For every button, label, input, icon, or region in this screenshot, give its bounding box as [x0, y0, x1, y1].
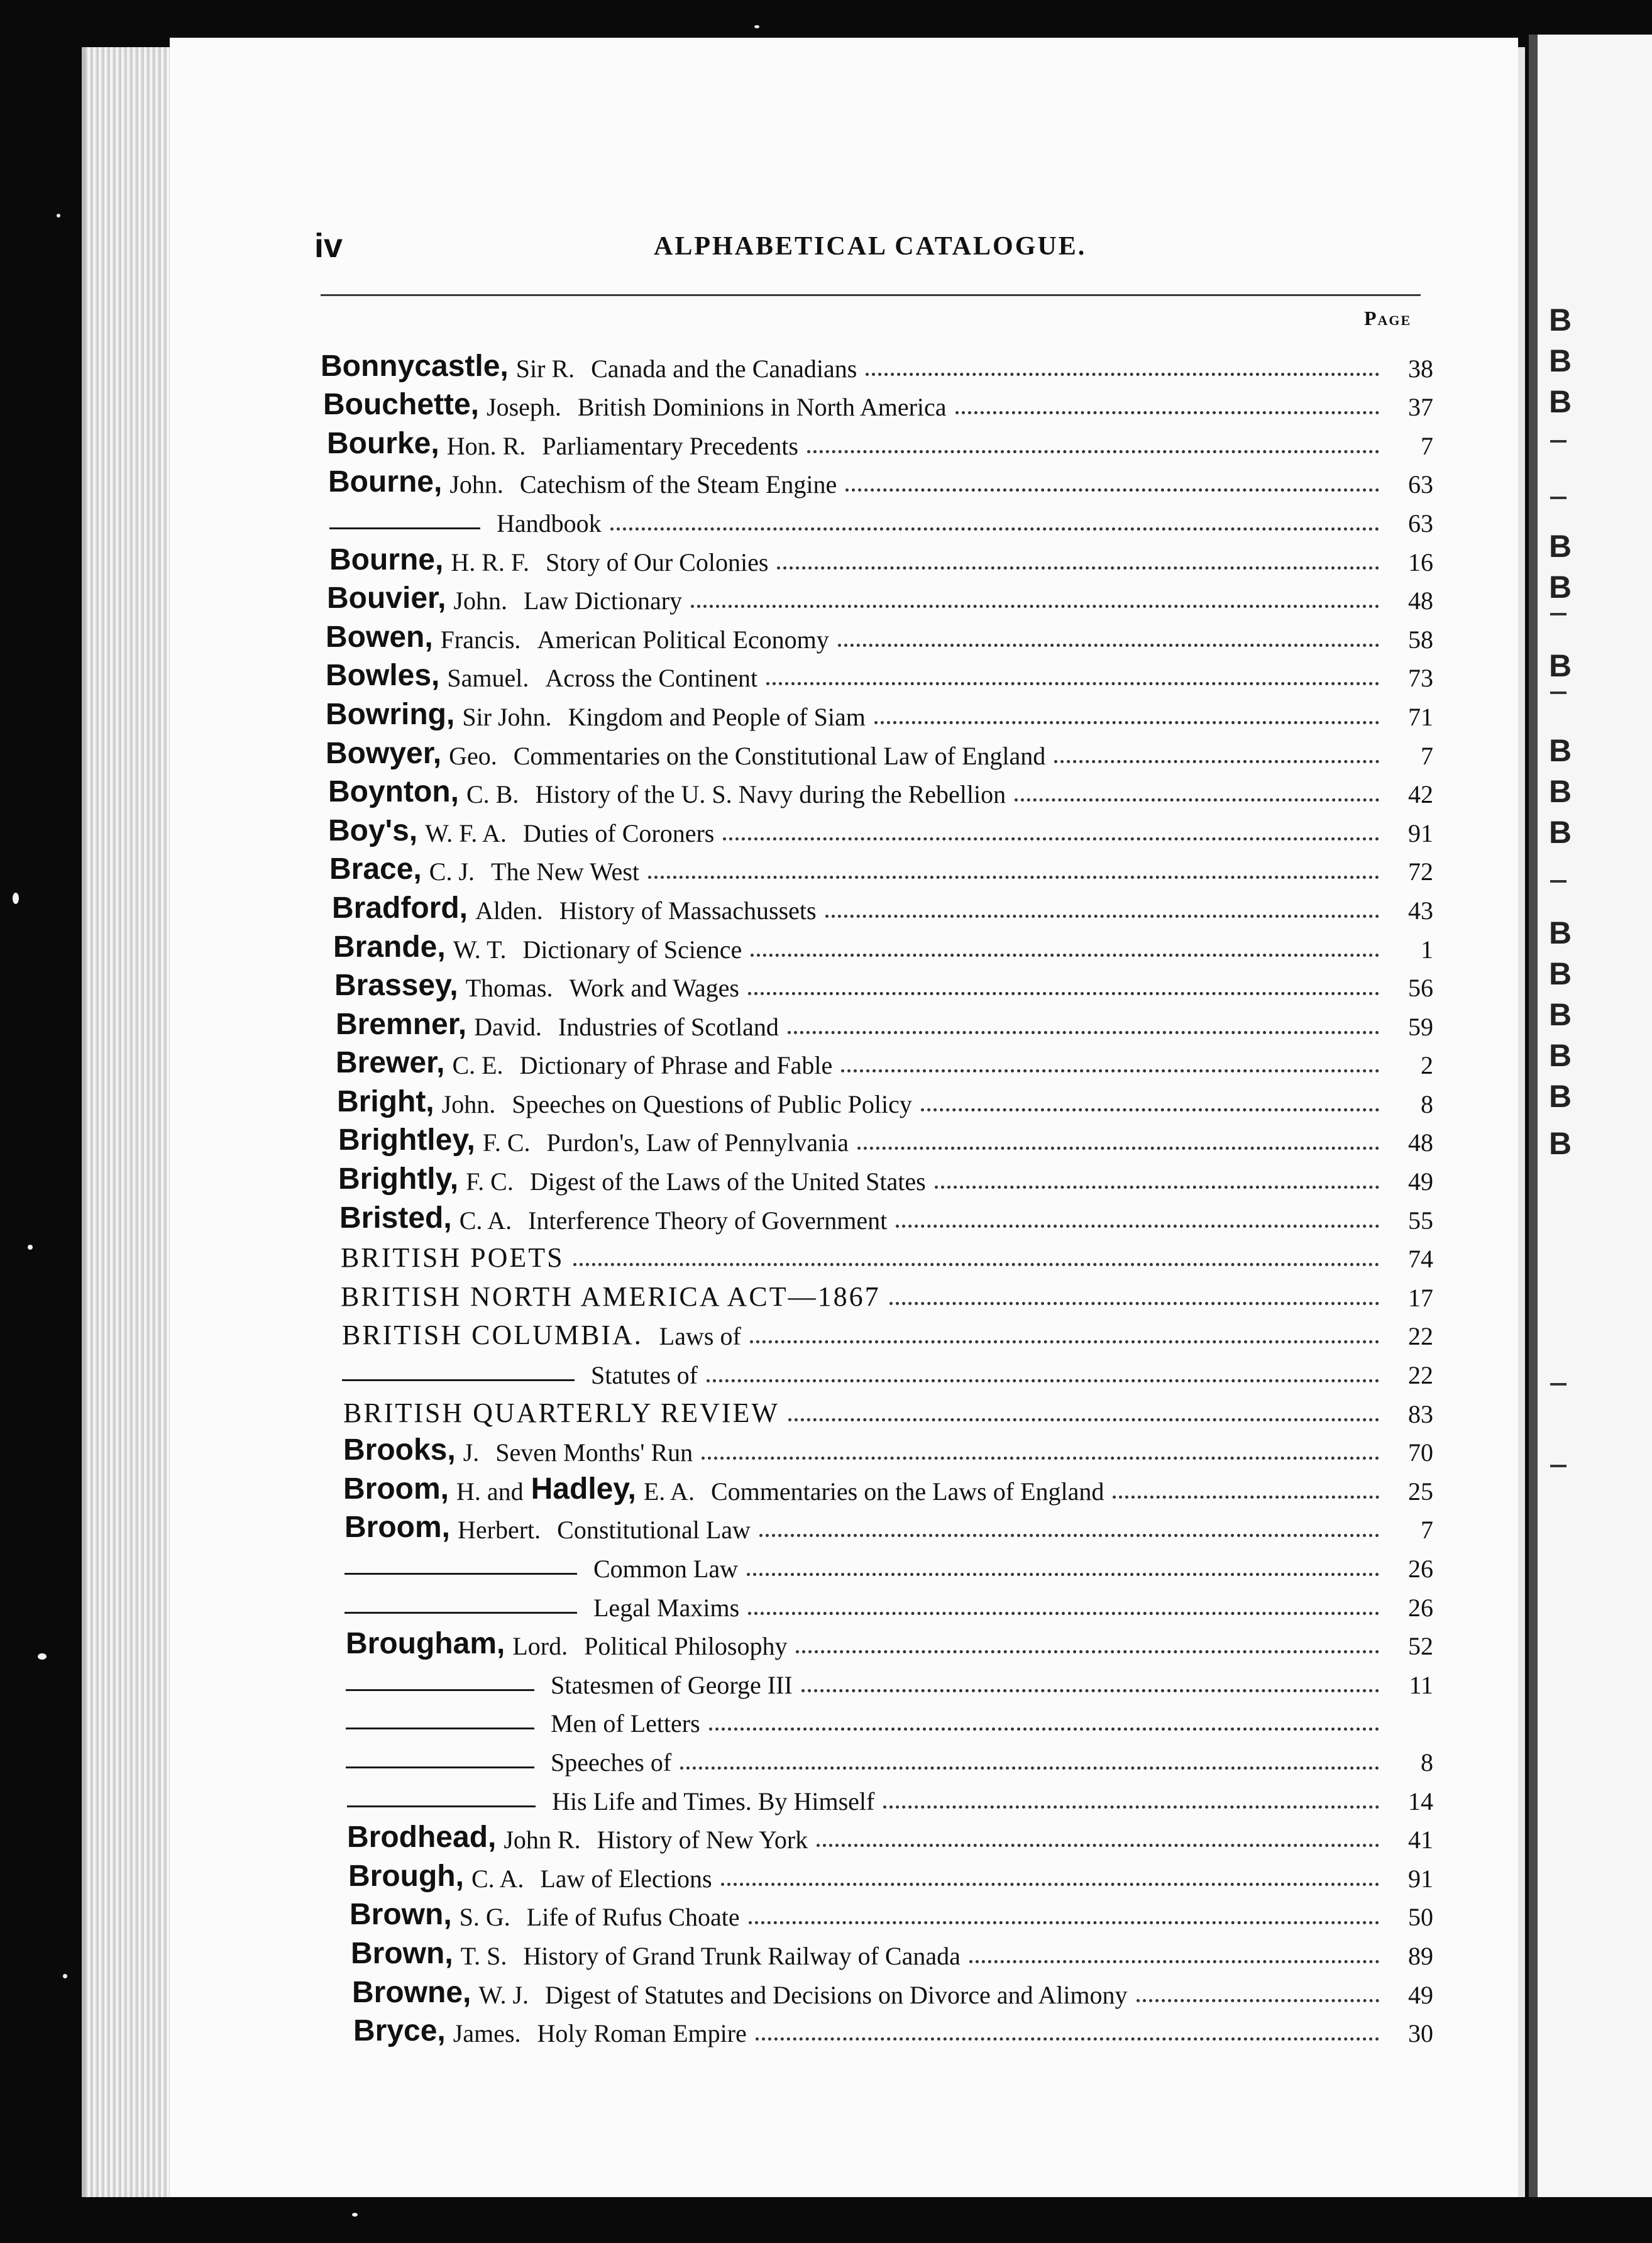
- catalogue-entry: [321, 732, 1433, 771]
- speck: [38, 1653, 47, 1660]
- dot-leader: [838, 644, 1379, 647]
- entry-author-detail: Herbert.: [458, 1516, 541, 1545]
- dot-leader: [766, 682, 1379, 685]
- catalogue-entry: [321, 886, 1433, 925]
- facing-page-letter: B: [1549, 1038, 1572, 1073]
- entry-page-number: 48: [1408, 1128, 1433, 1157]
- entry-author: Boynton,: [328, 775, 459, 809]
- entry-heading: BRITISH NORTH AMERICA ACT—1867: [341, 1281, 881, 1312]
- entry-title: Handbook: [497, 509, 602, 537]
- entry-author: Bonnycastle,: [321, 349, 509, 383]
- ditto-rule: [346, 1728, 534, 1729]
- entry-page-number: 8: [1421, 1089, 1433, 1118]
- entry-author: Brougham,: [346, 1627, 505, 1661]
- facing-page-dash: [1550, 692, 1567, 694]
- dot-leader: [845, 488, 1379, 492]
- entry-page-number: 91: [1408, 1864, 1433, 1893]
- entry-page-number: 30: [1408, 2019, 1433, 2048]
- entry-page-number: 14: [1408, 1787, 1433, 1816]
- dot-leader: [748, 1612, 1379, 1615]
- entry-author: Broom,: [343, 1472, 449, 1506]
- entry-page-number: 56: [1408, 974, 1433, 1003]
- entry-page-number: 73: [1408, 664, 1433, 693]
- entry-title: Dictionary of Phrase and Fable: [519, 1051, 833, 1080]
- catalogue-entry: [321, 1854, 1433, 1893]
- speck: [13, 893, 19, 904]
- facing-page-letter: B: [1549, 815, 1572, 850]
- dot-leader: [707, 1379, 1379, 1382]
- facing-page-letter: B: [1549, 733, 1572, 768]
- catalogue-entry: [321, 2010, 1433, 2049]
- entry-author: Brown,: [350, 1898, 452, 1932]
- entry-title: Digest of the Laws of the United States: [529, 1167, 926, 1196]
- entry-author: Brough,: [348, 1859, 464, 1893]
- facing-page-dash: [1550, 1465, 1567, 1467]
- entry-author-detail: H. R. F.: [451, 548, 529, 576]
- entry-title: Constitutional Law: [557, 1516, 751, 1545]
- dot-leader: [723, 837, 1379, 840]
- entry-page-number: 71: [1408, 702, 1433, 731]
- entry-page-number: 72: [1408, 857, 1433, 886]
- dot-leader: [691, 605, 1379, 608]
- entry-page-number: 11: [1409, 1670, 1433, 1699]
- page-column-heading: Page: [1364, 307, 1412, 329]
- dot-leader: [866, 373, 1379, 376]
- entry-author-detail: Geo.: [449, 741, 497, 770]
- entry-author-detail: Francis.: [440, 625, 521, 654]
- dot-leader: [721, 1883, 1379, 1886]
- entry-author: Brown,: [351, 1936, 453, 1970]
- entry-coauthor: Hadley,: [531, 1472, 636, 1506]
- facing-page-letter: B: [1549, 529, 1572, 564]
- entry-title: Interference Theory of Government: [528, 1206, 888, 1235]
- dot-leader: [921, 1108, 1379, 1111]
- entry-page-number: 8: [1421, 1748, 1433, 1777]
- entry-page-number: 41: [1408, 1826, 1433, 1854]
- catalogue-entry: [321, 344, 1433, 383]
- entry-author-detail: Alden.: [475, 896, 543, 925]
- dot-leader: [777, 566, 1379, 570]
- dot-leader: [702, 1457, 1379, 1460]
- entry-title: History of Massachussets: [559, 896, 817, 925]
- catalogue-entry: [321, 964, 1433, 1003]
- entry-author-detail: F. C.: [482, 1128, 531, 1157]
- entry-author-detail: T. S.: [460, 1941, 507, 1970]
- ditto-rule: [342, 1379, 575, 1381]
- dot-leader: [759, 1534, 1379, 1537]
- entry-page-number: 17: [1408, 1283, 1433, 1312]
- entry-author-detail: Sir R.: [515, 354, 575, 383]
- entry-title: History of the U. S. Navy during the Rebellion: [535, 780, 1006, 809]
- entry-author-detail: S. G.: [459, 1903, 510, 1932]
- entry-title: Parliamentary Precedents: [542, 431, 798, 460]
- entry-author-detail: Thomas.: [465, 974, 553, 1003]
- entry-author: Brodhead,: [347, 1821, 497, 1854]
- speck: [57, 214, 60, 218]
- catalogue-entry: [321, 1429, 1433, 1468]
- entry-author: Bouvier,: [327, 581, 446, 615]
- entry-author-detail: H. and: [456, 1477, 524, 1506]
- facing-page-letter: B: [1549, 302, 1572, 338]
- entry-title: History of Grand Trunk Railway of Canada: [523, 1941, 961, 1970]
- facing-page-letter: B: [1549, 384, 1572, 419]
- dot-leader: [817, 1844, 1379, 1847]
- dot-leader: [749, 1921, 1379, 1924]
- entry-author-detail: J.: [463, 1438, 480, 1467]
- dot-leader: [756, 2037, 1379, 2041]
- facing-page-letter: B: [1549, 915, 1572, 951]
- entry-title: Canada and the Canadians: [591, 354, 857, 383]
- dot-leader: [874, 721, 1379, 724]
- catalogue-entry: [321, 1545, 1433, 1584]
- entry-title: Holy Roman Empire: [537, 2019, 747, 2048]
- entry-page-number: 38: [1408, 354, 1433, 383]
- entry-title: Digest of Statutes and Decisions on Divorce and Alimony: [545, 1980, 1128, 2009]
- speck: [28, 1245, 33, 1250]
- entry-title: Dictionary of Science: [522, 935, 742, 964]
- catalogue-entry: [321, 693, 1433, 732]
- entry-page-number: 43: [1408, 896, 1433, 925]
- catalogue-entry: [321, 1080, 1433, 1119]
- facing-page-letter: B: [1549, 774, 1572, 809]
- entry-author: Browne,: [352, 1975, 471, 2009]
- entry-title: Catechism of the Steam Engine: [519, 470, 837, 499]
- facing-page-letter: B: [1549, 570, 1572, 605]
- entry-author: Bowen,: [326, 620, 433, 654]
- catalogue-entry: [321, 809, 1433, 848]
- entry-title: British Dominions in North America: [577, 393, 947, 422]
- catalogue-entry: [321, 1932, 1433, 1971]
- facing-page-letter: B: [1549, 1126, 1572, 1161]
- entry-page-number: 7: [1421, 1516, 1433, 1545]
- entry-title: Commentaries on the Constitutional Law of England: [513, 741, 1046, 770]
- entry-author: Boy's,: [328, 813, 418, 847]
- dot-leader: [841, 1069, 1379, 1072]
- catalogue-entry: [321, 1700, 1433, 1739]
- entry-page-number: 49: [1408, 1980, 1433, 2009]
- entry-author: Bright,: [337, 1084, 434, 1118]
- header-rule: [321, 294, 1421, 296]
- catalogue-entry: [321, 1661, 1433, 1700]
- entry-author-detail: C. E.: [452, 1051, 504, 1080]
- entry-page-number: 26: [1408, 1593, 1433, 1622]
- ditto-rule: [344, 1573, 577, 1575]
- entry-page-number: 91: [1408, 818, 1433, 847]
- entry-author-detail: John R.: [504, 1826, 581, 1854]
- entry-author: Bowyer,: [326, 736, 442, 770]
- entry-page-number: 7: [1421, 741, 1433, 770]
- catalogue-entry: [321, 499, 1433, 538]
- catalogue-entry: [321, 1157, 1433, 1196]
- entry-page-number: 55: [1408, 1206, 1433, 1235]
- entry-title: Legal Maxims: [593, 1593, 740, 1622]
- catalogue-entry: [321, 654, 1433, 693]
- facing-page-dash: [1550, 1383, 1567, 1386]
- fore-edge: [85, 47, 180, 2197]
- dot-leader: [709, 1728, 1379, 1731]
- facing-page-letter: B: [1549, 997, 1572, 1032]
- entry-author: Brewer,: [336, 1046, 445, 1080]
- entry-author: Brightley,: [338, 1123, 475, 1157]
- catalogue-entry: [321, 1235, 1433, 1274]
- entry-page-number: 50: [1408, 1903, 1433, 1932]
- dot-leader: [573, 1263, 1379, 1266]
- entry-author: Bouchette,: [323, 388, 480, 422]
- catalogue-entry: [321, 1119, 1433, 1158]
- dot-leader: [896, 1225, 1379, 1228]
- entry-author: Bradford,: [332, 891, 468, 925]
- entry-author: Bourne,: [328, 465, 443, 499]
- entry-title: Speeches of: [551, 1748, 672, 1777]
- catalogue-entry: [321, 1003, 1433, 1042]
- entry-author-detail: Sir John.: [462, 702, 552, 731]
- entry-page-number: 1: [1421, 935, 1433, 964]
- entry-author: Bowring,: [326, 697, 455, 731]
- catalogue-entry: [321, 771, 1433, 810]
- facing-page-letter: B: [1549, 343, 1572, 378]
- entry-page-number: 37: [1408, 393, 1433, 422]
- dot-leader: [825, 915, 1379, 918]
- entry-author-detail: C. A.: [459, 1206, 512, 1235]
- entry-title: Common Law: [593, 1555, 738, 1583]
- dot-leader: [857, 1147, 1379, 1150]
- dot-leader: [935, 1186, 1379, 1189]
- entry-page-number: 83: [1408, 1399, 1433, 1428]
- entry-title: American Political Economy: [537, 625, 829, 654]
- entry-author-detail: F. C.: [466, 1167, 514, 1196]
- entry-title: Political Philosophy: [584, 1632, 788, 1661]
- catalogue-entry: [321, 538, 1433, 577]
- entry-author-detail: Joseph.: [487, 393, 561, 422]
- entry-title: The New West: [491, 857, 639, 886]
- entry-author: Brassey,: [334, 969, 458, 1003]
- catalogue-entry: [321, 925, 1433, 964]
- catalogue-entries: [321, 344, 1433, 2048]
- entry-title: Law Dictionary: [523, 587, 683, 615]
- catalogue-entry: [321, 1584, 1433, 1623]
- entry-author: Bristed,: [339, 1201, 452, 1235]
- entry-author-detail: Hon. R.: [446, 431, 526, 460]
- catalogue-entry: [321, 1042, 1433, 1081]
- entry-author: Broom,: [344, 1511, 450, 1545]
- catalogue-entry: [321, 848, 1433, 887]
- entry-title: His Life and Times. By Himself: [552, 1787, 875, 1816]
- dot-leader: [807, 450, 1379, 453]
- entry-title: Commentaries on the Laws of England: [710, 1477, 1104, 1506]
- running-head: [314, 226, 1433, 277]
- entry-page-number: 70: [1408, 1438, 1433, 1467]
- catalogue-entry: [321, 383, 1433, 422]
- entry-page-number: 49: [1408, 1167, 1433, 1196]
- running-title: ALPHABETICAL CATALOGUE.: [654, 232, 1087, 261]
- entry-author-detail: John.: [449, 470, 504, 499]
- entry-title: Statutes of: [591, 1361, 698, 1390]
- ditto-rule: [347, 1805, 536, 1807]
- dot-leader: [610, 527, 1379, 531]
- dot-leader: [748, 992, 1379, 995]
- entry-author-detail: David.: [474, 1012, 542, 1041]
- entry-title: Kingdom and People of Siam: [568, 702, 866, 731]
- entry-title: Story of Our Colonies: [545, 548, 769, 576]
- entry-author: Bourne,: [329, 543, 444, 576]
- dot-leader: [747, 1573, 1379, 1576]
- entry-heading: BRITISH QUARTERLY REVIEW: [343, 1397, 779, 1428]
- entry-title: Across the Continent: [545, 664, 758, 693]
- facing-page-dash: [1550, 613, 1567, 615]
- catalogue-entry: [321, 1816, 1433, 1855]
- entry-author-detail: W. J.: [478, 1980, 529, 2009]
- entry-author-detail: John.: [441, 1089, 496, 1118]
- facing-page-letter: B: [1549, 648, 1572, 683]
- entry-title: Men of Letters: [551, 1709, 700, 1738]
- ditto-rule: [344, 1612, 577, 1614]
- dot-leader: [680, 1766, 1379, 1770]
- catalogue-entry: [321, 1777, 1433, 1816]
- facing-page-letter: B: [1549, 956, 1572, 991]
- entry-author-detail: W. T.: [453, 935, 507, 964]
- dot-leader: [788, 1418, 1379, 1421]
- dot-leader: [883, 1805, 1379, 1809]
- entry-title: History of New York: [597, 1826, 808, 1854]
- entry-title: Industries of Scotland: [558, 1012, 779, 1041]
- entry-page-number: 63: [1408, 509, 1433, 537]
- dot-leader: [750, 1340, 1379, 1343]
- catalogue-entry: [321, 1274, 1433, 1313]
- facing-page-dash: [1550, 880, 1567, 883]
- entry-author-detail: John.: [453, 587, 507, 615]
- entry-title: Speeches on Questions of Public Policy: [512, 1089, 912, 1118]
- catalogue-entry: [321, 1506, 1433, 1545]
- entry-author: Brooks,: [343, 1433, 456, 1467]
- catalogue-entry: [321, 1390, 1433, 1429]
- dot-leader: [1137, 1999, 1379, 2002]
- catalogue-entry: [321, 1623, 1433, 1662]
- catalogue-entry: [321, 1971, 1433, 2010]
- speck: [63, 1974, 67, 1978]
- entry-heading: BRITISH COLUMBIA.: [342, 1320, 643, 1351]
- dot-leader: [788, 1031, 1379, 1034]
- entry-title: Purdon's, Law of Pennylvania: [546, 1128, 849, 1157]
- dot-leader: [889, 1302, 1379, 1305]
- facing-page-dash: [1550, 497, 1567, 499]
- entry-page-number: 52: [1408, 1632, 1433, 1661]
- entry-heading: BRITISH POETS: [341, 1242, 564, 1274]
- entry-page-number: 16: [1408, 548, 1433, 576]
- catalogue-entry: [321, 1893, 1433, 1932]
- entry-coauthor-detail: E. A.: [643, 1477, 695, 1506]
- entry-title: Laws of: [659, 1322, 741, 1351]
- entry-title: Statesmen of George III: [551, 1670, 793, 1699]
- entry-author: Brace,: [329, 852, 422, 886]
- catalogue-entry: [321, 615, 1433, 654]
- entry-page-number: 22: [1408, 1361, 1433, 1390]
- dot-leader: [751, 954, 1379, 957]
- dot-leader: [969, 1960, 1379, 1963]
- catalogue-entry: [321, 1738, 1433, 1777]
- catalogue-entry: [321, 1196, 1433, 1235]
- catalogue-entry: [321, 577, 1433, 616]
- entry-page-number: 59: [1408, 1012, 1433, 1041]
- entry-author: Brande,: [333, 930, 446, 964]
- facing-page-letter: B: [1549, 1079, 1572, 1114]
- entry-title: Life of Rufus Choate: [526, 1903, 740, 1932]
- facing-page-edge: [1529, 35, 1652, 2197]
- dot-leader: [955, 411, 1379, 414]
- catalogue-entry: [321, 1351, 1433, 1390]
- entry-title: Law of Elections: [540, 1864, 712, 1893]
- catalogue-entry: [321, 1313, 1433, 1352]
- entry-author: Bremner,: [336, 1007, 467, 1041]
- entry-author: Bowles,: [326, 659, 440, 693]
- entry-page-number: 25: [1408, 1477, 1433, 1506]
- entry-author: Bryce,: [353, 2014, 446, 2048]
- dot-leader: [1113, 1496, 1379, 1499]
- entry-author-detail: C. J.: [429, 857, 475, 886]
- dot-leader: [648, 876, 1379, 879]
- entry-author-detail: James.: [453, 2019, 521, 2048]
- entry-page-number: 7: [1421, 431, 1433, 460]
- ditto-rule: [346, 1689, 534, 1691]
- entry-page-number: 2: [1421, 1051, 1433, 1080]
- ditto-rule: [346, 1766, 534, 1768]
- entry-author: Bourke,: [327, 426, 439, 460]
- dot-leader: [1015, 798, 1379, 802]
- entry-page-number: 48: [1408, 587, 1433, 615]
- catalogue-entry: [321, 461, 1433, 500]
- entry-page-number: 74: [1408, 1245, 1433, 1274]
- catalogue-entry: [321, 1467, 1433, 1506]
- entry-page-number: 26: [1408, 1555, 1433, 1583]
- ditto-rule: [329, 527, 480, 529]
- entry-page-number: 42: [1408, 780, 1433, 809]
- catalogue-entry: [321, 422, 1433, 461]
- entry-author-detail: C. A.: [471, 1864, 524, 1893]
- entry-title: Seven Months' Run: [495, 1438, 693, 1467]
- entry-page-number: 58: [1408, 625, 1433, 654]
- entry-author-detail: W. F. A.: [425, 818, 507, 847]
- entry-author-detail: Samuel.: [447, 664, 529, 693]
- dot-leader: [1054, 760, 1379, 763]
- entry-author-detail: Lord.: [512, 1632, 568, 1661]
- entry-author: Brightly,: [338, 1162, 459, 1196]
- entry-page-number: 89: [1408, 1941, 1433, 1970]
- entry-author-detail: C. B.: [466, 780, 519, 809]
- facing-page-dash: [1550, 440, 1567, 443]
- entry-title: Work and Wages: [569, 974, 739, 1003]
- folio-number: iv: [314, 227, 343, 265]
- speck: [352, 2213, 358, 2217]
- speck: [754, 25, 759, 28]
- entry-title: Duties of Coroners: [522, 818, 715, 847]
- dot-leader: [796, 1650, 1379, 1653]
- dot-leader: [801, 1689, 1379, 1692]
- entry-page-number: 22: [1408, 1322, 1433, 1351]
- entry-page-number: 63: [1408, 470, 1433, 499]
